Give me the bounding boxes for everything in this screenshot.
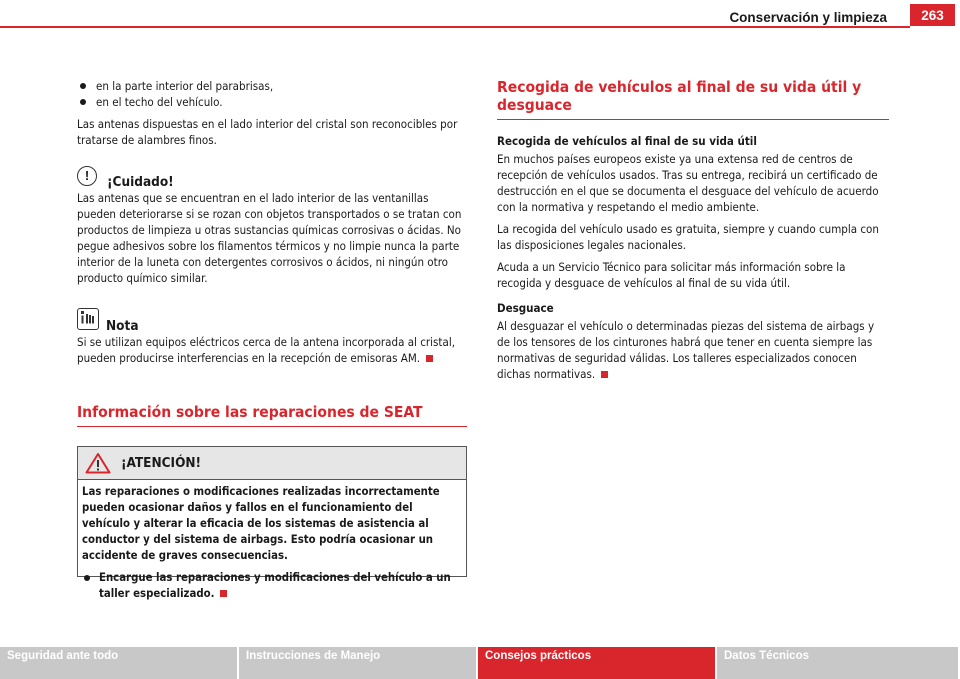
caution-heading xyxy=(77,168,467,190)
caution-text: Las antenas que se encuentran en el lado interior de las ventanillas pueden deteriorarse si se rozan con objetos transportados o se tratan con productos de limpieza u otras sustancias químicas corrosivas o ácidas. No pegue adhesivos sobre los filamentos térmicos y no limpie nunca la parte interior de la luneta con detergentes corrosivos o ácidos, ni ningún otro producto químico similar. xyxy=(77,191,462,285)
list-item: en la parte interior del parabrisas, xyxy=(77,78,467,94)
subheading-desguace: Desguace xyxy=(497,301,554,315)
section-title-repairs: Información sobre las reparaciones de SEAT xyxy=(77,403,467,427)
desguace-text: Al desguazar el vehículo o determinadas piezas del sistema de airbags y de los tensores de los cinturones habrá que tener en cuenta siempre las normativas de seguridad válidas. Los talleres especializados conocen dichas normativas. xyxy=(497,319,875,381)
paragraph-gratuita: La recogida del vehículo usado es gratuita, siempre y cuando cumpla con las disposiciones legales nacionales. xyxy=(497,222,879,252)
footer-nav xyxy=(0,647,960,679)
caution-title: ¡Cuidado! xyxy=(107,174,174,190)
paragraph-servicio: Acuda a un Servicio Técnico para solicitar más información sobre la recogida y desguace de vehículos al final de su vida útil. xyxy=(497,260,846,290)
tab-consejos[interactable]: Consejos prácticos xyxy=(478,647,715,679)
warning-text: Las reparaciones o modificaciones realizadas incorrectamente pueden ocasionar daños y fallos en el funcionamiento del vehículo y alterar la eficacia de los sistemas de asistencia al conductor y del sistema de airbags. Esto podría ocasionar un accidente de graves consecuencias. xyxy=(82,485,440,562)
note-text xyxy=(77,334,467,366)
left-column xyxy=(77,78,467,427)
warning-body xyxy=(78,480,466,602)
right-column xyxy=(497,78,889,382)
note-heading xyxy=(77,308,467,334)
warning-bullet xyxy=(82,570,462,602)
warning-header xyxy=(78,447,466,480)
end-square-icon xyxy=(601,371,608,378)
tab-instrucciones[interactable]: Instrucciones de Manejo xyxy=(239,647,476,679)
page-number: 263 xyxy=(910,4,955,26)
note-hand-icon xyxy=(77,308,99,330)
header-rule xyxy=(0,26,910,28)
note-title: Nota xyxy=(106,318,139,334)
paragraph-recogida: En muchos países europeos existe ya una extensa red de centros de recepción de vehículos usados. Tras su entrega, recibirá un certificado de destrucción en el que se documenta el desguace del vehículo de acuerdo con la normativa y respetando el medio ambiente. xyxy=(497,152,879,214)
warning-box xyxy=(77,446,467,600)
tab-datos[interactable]: Datos Técnicos xyxy=(717,647,958,679)
chapter-title: Conservación y limpieza xyxy=(729,10,887,25)
exclamation-circle-icon: ! xyxy=(77,166,97,186)
end-square-icon xyxy=(220,590,227,597)
paragraph-desguace xyxy=(497,318,889,382)
warning-title: ¡ATENCIÓN! xyxy=(121,455,202,471)
end-square-icon xyxy=(426,355,433,362)
subheading-recogida: Recogida de vehículos al final de su vida útil xyxy=(497,134,757,148)
list-item: en el techo del vehículo. xyxy=(77,94,467,110)
tab-seguridad[interactable]: Seguridad ante todo xyxy=(0,647,237,679)
warning-triangle-icon xyxy=(85,452,111,474)
warning-bullet-text: Encargue las reparaciones y modificaciones del vehículo a un taller especializado. xyxy=(99,571,451,600)
antenna-paragraph: Las antenas dispuestas en el lado interior del cristal son reconocibles por tratarse de alambres finos. xyxy=(77,117,458,147)
section-title-recycling: Recogida de vehículos al final de su vida útil y desguace xyxy=(497,78,889,120)
note-body: Si se utilizan equipos eléctricos cerca de la antena incorporada al cristal, pueden producirse interferencias en la recepción de emisoras AM. xyxy=(77,335,455,365)
